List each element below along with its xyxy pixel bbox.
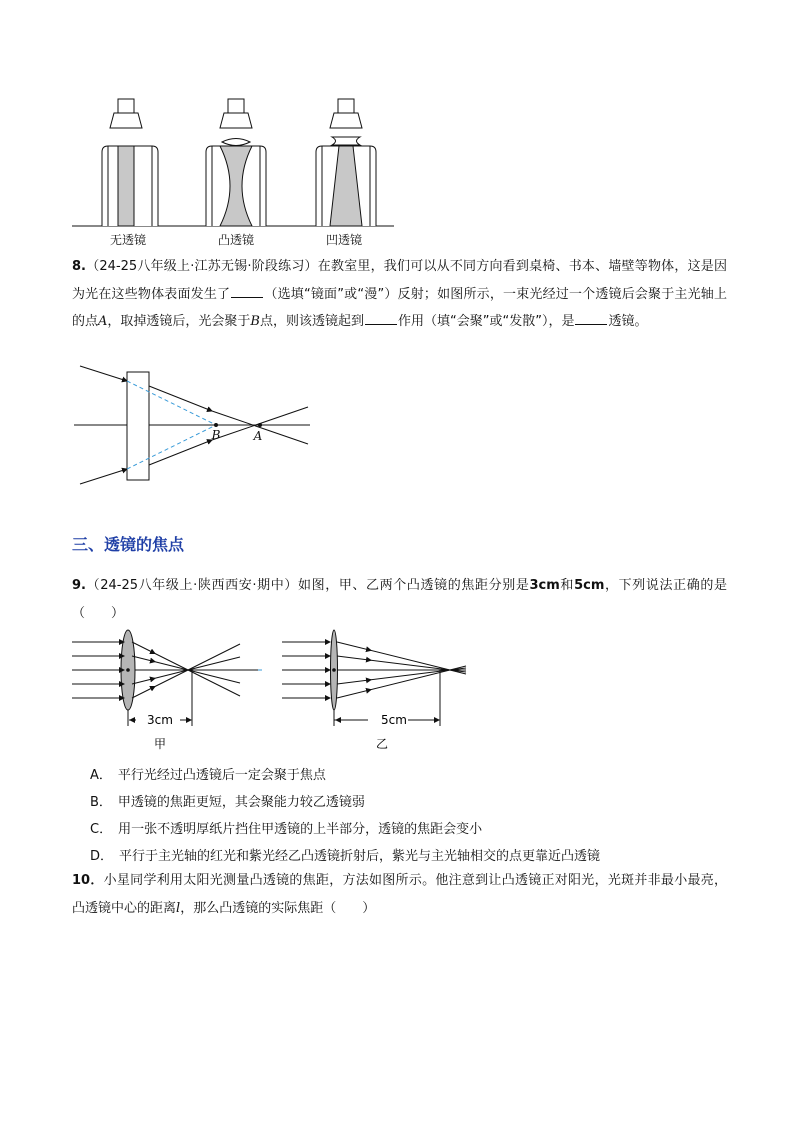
label-convex-lens: 凸透镜: [217, 233, 255, 247]
q8-text3: ，取掉透镜后，光会聚于: [107, 314, 251, 329]
option-key: A．: [90, 768, 112, 783]
lens-boxes-figure: [72, 92, 402, 252]
q8-blank-3[interactable]: [575, 310, 607, 325]
q9-text1: 如图，甲、乙两个凸透镜的焦距分别是: [297, 578, 530, 593]
q9-fig-left-dim: 3cm: [147, 713, 173, 727]
box-no-lens: [102, 99, 158, 226]
q9-and: 和: [559, 578, 575, 593]
q9-f2: 5cm: [574, 578, 605, 593]
q8-text1: 在教室里，我们可以从不同方向看到桌椅、书本、墙壁等物体，这是因为光在这些物体表面发生了: [72, 259, 727, 302]
option-text: 平行光经过凸透镜后一定会聚于焦点: [117, 768, 326, 783]
q10-number: 10．: [72, 873, 104, 888]
q8-fig-label-a: A: [253, 429, 263, 443]
q9-option-a[interactable]: [90, 764, 326, 783]
q8-text2: （选填“镜面”或“漫”）反射；如图所示，一束光经过一个透镜后会聚于主光轴上的点: [72, 286, 727, 329]
box-concave-lens: [316, 99, 376, 226]
section-3-title: 三、透镜的焦点: [72, 535, 185, 554]
q8-text5: 作用（填“会聚”或“发散”），是: [398, 314, 575, 329]
q8-ray-diagram: [72, 362, 322, 492]
q9-option-b[interactable]: [90, 791, 365, 810]
label-no-lens: 无透镜: [109, 233, 147, 247]
q9-option-c[interactable]: [90, 818, 482, 837]
q8-source: （24-25八年级上·江苏无锡·阶段练习）: [85, 259, 318, 274]
q8-figure: [72, 362, 322, 492]
option-key: D．: [90, 849, 114, 864]
q9-f1: 3cm: [529, 578, 560, 593]
q8-fig-label-b: B: [211, 428, 221, 442]
q10-var-l: l: [176, 900, 181, 916]
q10-text1: 小星同学利用太阳光测量凸透镜的焦距，方法如图所示。他注意到让凸透镜正对阳光，光斑并非最小最亮，凸透镜中心的距离: [72, 873, 727, 916]
q9-fig-left-name: 甲: [153, 737, 167, 751]
q9-option-d[interactable]: [90, 845, 600, 864]
option-text: 用一张不透明厚纸片挡住甲透镜的上半部分，透镜的焦距会变小: [118, 822, 483, 837]
q8-number: 8.: [72, 259, 86, 274]
lens-boxes-diagram: [72, 92, 402, 252]
q9-fig-right-dim: 5cm: [381, 713, 407, 727]
question-10: [72, 867, 727, 922]
q9-lens-diagram: [72, 628, 472, 756]
q8-point-b: B: [250, 314, 260, 329]
option-key: C．: [90, 822, 113, 837]
q8-point-a: A: [98, 314, 108, 329]
q10-text2: ，那么凸透镜的实际焦距（ ）: [180, 900, 376, 916]
option-key: B．: [90, 795, 112, 810]
q8-blank-1[interactable]: [231, 283, 263, 298]
question-8: [72, 253, 727, 336]
q9-source: （24-25八年级上·陕西西安·期中）: [85, 578, 298, 593]
q8-text4: 点，则该透镜起到: [259, 314, 364, 329]
option-text: 甲透镜的焦距更短，其会聚能力较乙透镜弱: [117, 795, 365, 810]
label-concave-lens: 凹透镜: [325, 233, 363, 247]
box-convex-lens: [206, 99, 266, 226]
question-9: [72, 572, 727, 627]
option-text: 平行于主光轴的红光和紫光经乙凸透镜折射后，紫光与主光轴相交的点更靠近凸透镜: [119, 849, 601, 864]
q8-text6: 透镜。: [608, 314, 648, 329]
q9-fig-right-name: 乙: [375, 737, 389, 751]
q9-figure: [72, 628, 472, 756]
q9-text2: ，下列说法正确的是（ ）: [72, 578, 727, 621]
lens-yi: [282, 630, 466, 751]
lens-jia: [72, 630, 262, 751]
q8-blank-2[interactable]: [365, 310, 397, 325]
q9-number: 9.: [72, 578, 86, 593]
